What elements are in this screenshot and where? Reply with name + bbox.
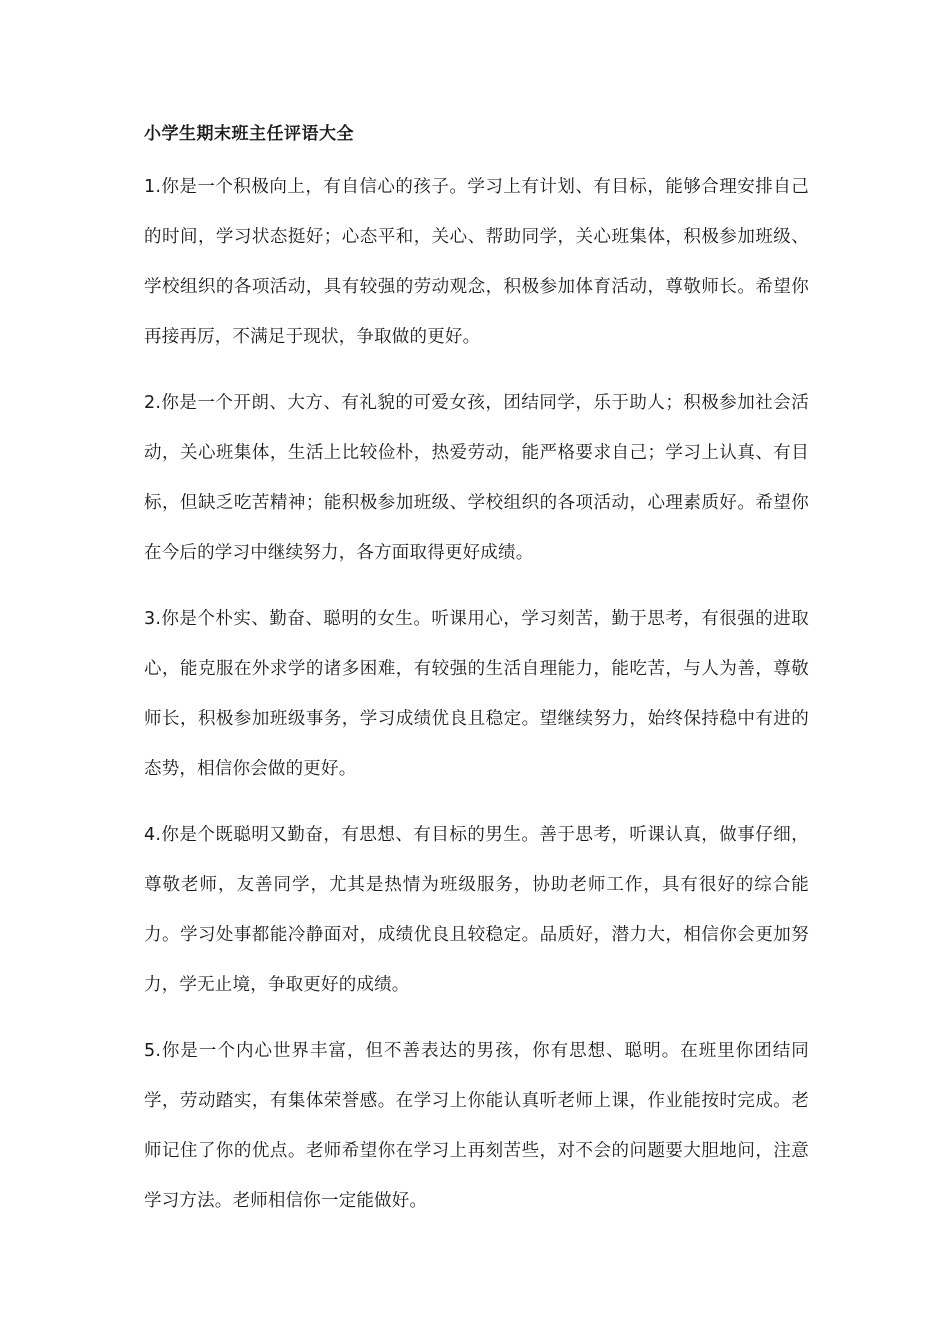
comment-paragraph-3: 3.你是个朴实、勤奋、聪明的女生。听课用心，学习刻苦，勤于思考，有很强的进取心，能克服在外求学的诸多困难，有较强的生活自理能力，能吃苦，与人为善，尊敬师长，积极参加班级事务，学习成绩优良且稳定。望继续努力，始终保持稳中有进的态势，相信你会做的更好。 [144, 609, 809, 779]
comment-paragraph-4: 4.你是个既聪明又勤奋，有思想、有目标的男生。善于思考，听课认真，做事仔细，尊敬老师，友善同学，尤其是热情为班级服务，协助老师工作，具有很好的综合能力。学习处事都能冷静面对，成绩优良且较稳定。品质好，潜力大，相信你会更加努力，学无止境，争取更好的成绩。 [144, 825, 809, 995]
document-body [144, 118, 809, 1242]
document-title: 小学生期末班主任评语大全 [144, 124, 354, 144]
comment-paragraph-1: 1.你是一个积极向上，有自信心的孩子。学习上有计划、有目标，能够合理安排自己的时间，学习状态挺好；心态平和，关心、帮助同学，关心班集体，积极参加班级、学校组织的各项活动，具有较强的劳动观念，积极参加体育活动，尊敬师长。希望你再接再厉，不满足于现状，争取做的更好。 [144, 177, 809, 347]
comment-paragraph-5: 5.你是一个内心世界丰富，但不善表达的男孩，你有思想、聪明。在班里你团结同学，劳动踏实，有集体荣誉感。在学习上你能认真听老师上课，作业能按时完成。老师记住了你的优点。老师希望你在学习上再刻苦些，对不会的问题要大胆地问，注意学习方法。老师相信你一定能做好。 [144, 1041, 809, 1211]
comment-paragraph-2: 2.你是一个开朗、大方、有礼貌的可爱女孩，团结同学，乐于助人；积极参加社会活动，关心班集体，生活上比较俭朴，热爱劳动，能严格要求自己；学习上认真、有目标，但缺乏吃苦精神；能积极参加班级、学校组织的各项活动，心理素质好。希望你在今后的学习中继续努力，各方面取得更好成绩。 [144, 393, 809, 563]
